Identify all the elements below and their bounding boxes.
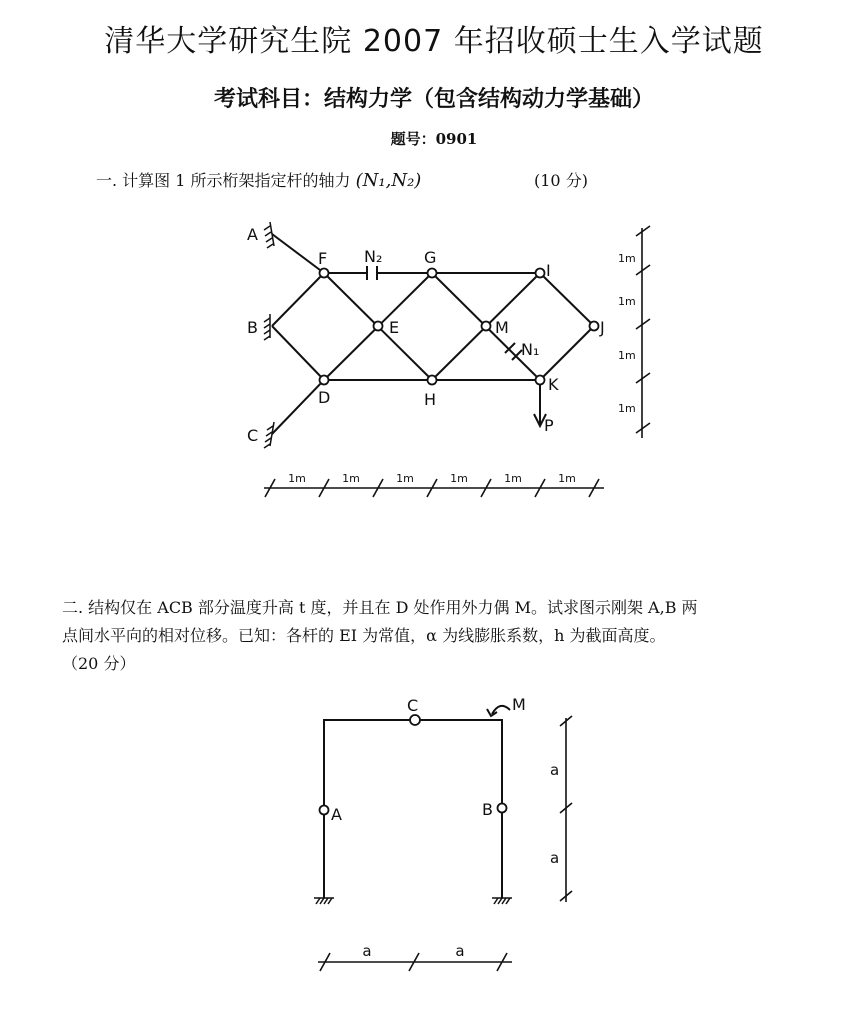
question-1-formula: (N₁,N₂): [355, 170, 422, 191]
question-2-line-2: 点间水平向的相对位移。已知：各杆的 EI 为常值，α 为线膨胀系数，h 为截面高度。: [62, 626, 666, 645]
label-e: E: [389, 318, 400, 337]
frame-dim-h-2: a: [455, 942, 465, 960]
label-m: M: [495, 318, 509, 337]
label-h: H: [424, 390, 437, 409]
dim-h-3: 1m: [396, 472, 414, 485]
label-n2: N₂: [364, 247, 383, 266]
label-i: I: [546, 261, 551, 280]
frame-dim-h-1: a: [362, 942, 372, 960]
label-g: G: [424, 248, 437, 267]
label-j: J: [600, 318, 605, 337]
dim-v-4: 1m: [618, 402, 636, 415]
support-link-a: [272, 234, 324, 273]
member-fb: [272, 273, 324, 326]
question-2-line-3: （20 分）: [62, 654, 136, 673]
label-f: F: [318, 249, 328, 268]
label-a: A: [247, 225, 258, 244]
node-f: [320, 269, 329, 278]
label-k: K: [548, 375, 559, 394]
label-frame-a: A: [331, 805, 342, 824]
hinge-b: [498, 804, 507, 813]
label-frame-c: C: [407, 696, 419, 715]
support-c-icon: [270, 422, 274, 446]
label-n1: N₁: [521, 340, 540, 359]
question-2-line-1: 二. 结构仅在 ACB 部分温度升高 t 度，并且在 D 处作用外力偶 M。试求图示刚架 A,B 两: [62, 598, 698, 617]
hinge-a: [320, 806, 329, 815]
member-bd: [272, 326, 324, 380]
node-j: [590, 322, 599, 331]
dim-h-1: 1m: [288, 472, 306, 485]
label-d: D: [318, 388, 331, 407]
node-h: [428, 376, 437, 385]
member-ij: [540, 273, 594, 326]
node-g: [428, 269, 437, 278]
dim-h-2: 1m: [342, 472, 360, 485]
frame-figure: [0, 680, 868, 1000]
frame-dim-v-2: a: [550, 849, 560, 867]
node-i: [536, 269, 545, 278]
label-p: P: [544, 416, 554, 435]
hinge-c: [410, 715, 420, 725]
question-number: 题号：0901: [390, 130, 478, 148]
label-b: B: [247, 318, 258, 337]
label-c: C: [247, 426, 259, 445]
node-k: [536, 376, 545, 385]
dim-v-1: 1m: [618, 252, 636, 265]
question-1-prompt: 一. 计算图 1 所示桁架指定杆的轴力: [96, 171, 351, 190]
dim-h-4: 1m: [450, 472, 468, 485]
label-frame-m: M: [512, 695, 526, 714]
support-link-c: [272, 380, 324, 434]
question-1-score: (10 分): [534, 171, 588, 190]
question-2-text: [62, 594, 822, 678]
node-d: [320, 376, 329, 385]
dim-h-5: 1m: [504, 472, 522, 485]
node-m: [482, 322, 491, 331]
dim-v-2: 1m: [618, 295, 636, 308]
dim-v-3: 1m: [618, 349, 636, 362]
member-jk: [540, 326, 594, 380]
label-frame-b: B: [482, 800, 493, 819]
exam-title: 清华大学研究生院 2007 年招收硕士生入学试题: [104, 24, 764, 59]
node-e: [374, 322, 383, 331]
dim-h-6: 1m: [558, 472, 576, 485]
exam-subject: 考试科目：结构力学（包含结构动力学基础）: [213, 87, 654, 112]
frame-dim-v-1: a: [550, 761, 560, 779]
